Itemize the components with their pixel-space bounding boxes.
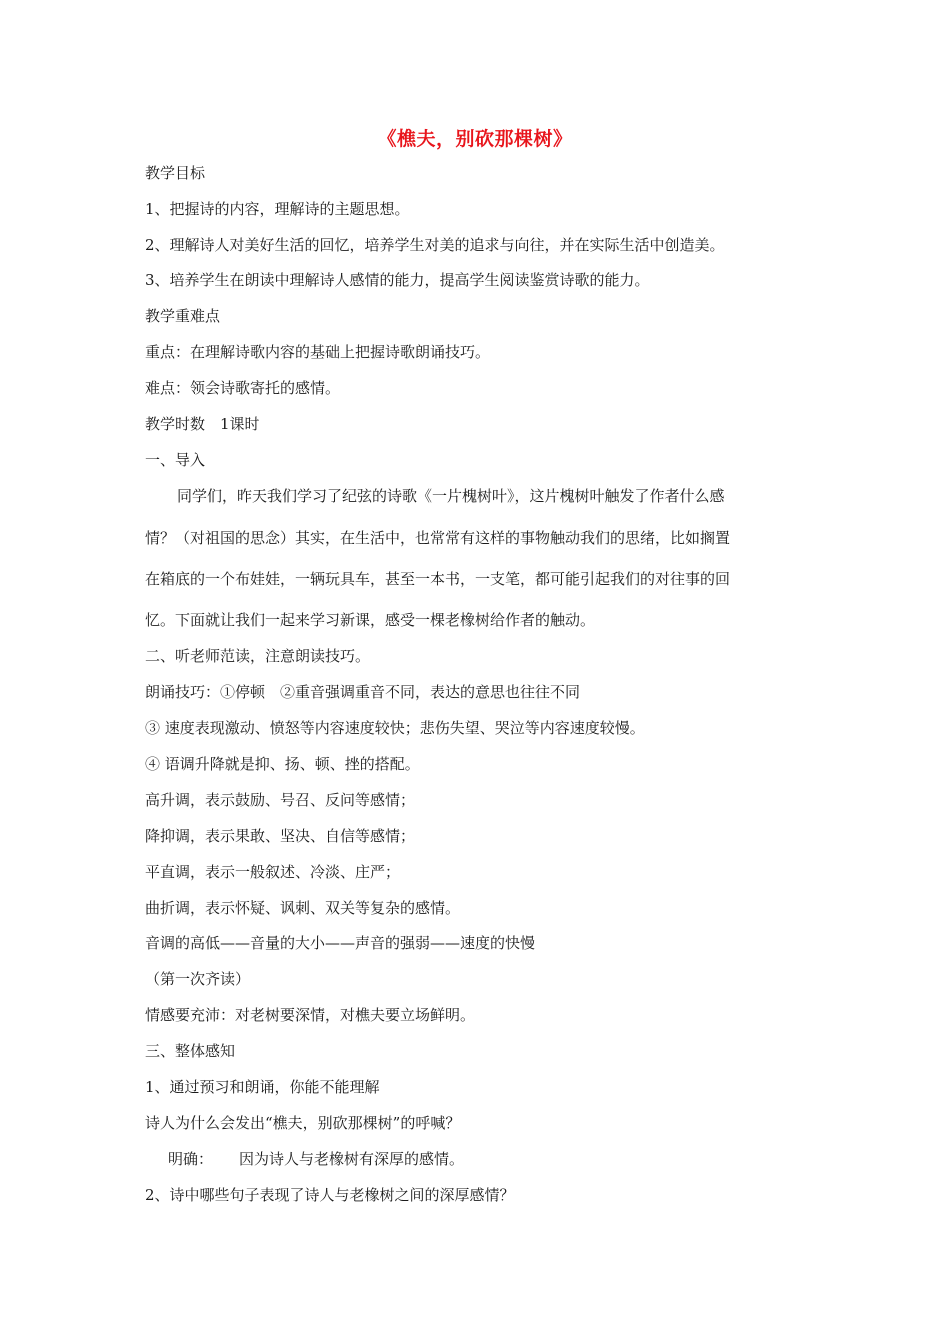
- reading-intonation: ④ 语调升降就是抑、扬、顿、挫的搭配。: [145, 755, 420, 773]
- voice-qualities: 音调的高低——音量的大小——声音的强弱——速度的快慢: [145, 934, 536, 952]
- emotion-requirement: 情感要充沛：对老树要深情，对樵夫要立场鲜明。: [145, 1006, 476, 1024]
- question-1-detail: 诗人为什么会发出“樵夫，别砍那棵树”的呼喊？: [145, 1114, 461, 1132]
- reading-techniques: 朗诵技巧：①停顿 ②重音强调重音不同，表达的意思也往往不同: [145, 683, 581, 701]
- intonation-rising: 高升调，表示鼓励、号召、反问等感情；: [145, 791, 416, 809]
- section-intro-heading: 一、导入: [145, 451, 206, 469]
- answer-text: 因为诗人与老橡树有深厚的感情。: [239, 1150, 465, 1168]
- intro-paragraph-line: 在箱底的一个布娃娃，一辆玩具车，甚至一本书，一支笔，都可能引起我们的对往事的回: [145, 570, 731, 588]
- section-reading-heading: 二、听老师范读，注意朗读技巧。: [145, 647, 371, 665]
- goal-3: 3、培养学生在朗读中理解诗人感情的能力，提高学生阅读鉴赏诗歌的能力。: [145, 271, 650, 289]
- answer-1: [168, 1149, 464, 1169]
- intro-paragraph-line: 情？（对祖国的思念）其实，在生活中，也常常有这样的事物触动我们的思绪，比如搁置: [145, 529, 731, 547]
- question-2: 2、诗中哪些句子表现了诗人与老橡树之间的深厚感情？: [145, 1186, 515, 1204]
- key-point: 重点：在理解诗歌内容的基础上把握诗歌朗诵技巧。: [145, 343, 491, 361]
- goal-1: 1、把握诗的内容，理解诗的主题思想。: [145, 200, 410, 218]
- heading-key-difficulties: 教学重难点: [145, 307, 221, 325]
- intonation-level: 平直调，表示一般叙述、冷淡、庄严；: [145, 863, 401, 881]
- reading-speed: ③ 速度表现激动、愤怒等内容速度较快；悲伤失望、哭泣等内容速度较慢。: [145, 719, 645, 737]
- document-title: 《樵夫，别砍那棵树》: [377, 128, 573, 150]
- question-1: 1、通过预习和朗诵，你能不能理解: [145, 1078, 380, 1096]
- first-group-reading: （第一次齐读）: [145, 970, 251, 988]
- intro-paragraph-line: 忆。下面就让我们一起来学习新课，感受一棵老橡树给作者的触动。: [145, 611, 596, 629]
- class-hours: 教学时数 1课时: [145, 415, 260, 433]
- intonation-falling: 降抑调，表示果敢、坚决、自信等感情；: [145, 827, 416, 845]
- heading-teaching-goals: 教学目标: [145, 164, 206, 182]
- goal-2: 2、理解诗人对美好生活的回忆，培养学生对美的追求与向往，并在实际生活中创造美。: [145, 236, 725, 254]
- answer-label: 明确：: [168, 1150, 214, 1168]
- intro-paragraph-line: 同学们，昨天我们学习了纪弦的诗歌《一片槐树叶》，这片槐树叶触发了作者什么感: [177, 487, 725, 505]
- difficult-point: 难点：领会诗歌寄托的感情。: [145, 379, 341, 397]
- intonation-curved: 曲折调，表示怀疑、讽刺、双关等复杂的感情。: [145, 899, 461, 917]
- section-overall-heading: 三、整体感知: [145, 1042, 236, 1060]
